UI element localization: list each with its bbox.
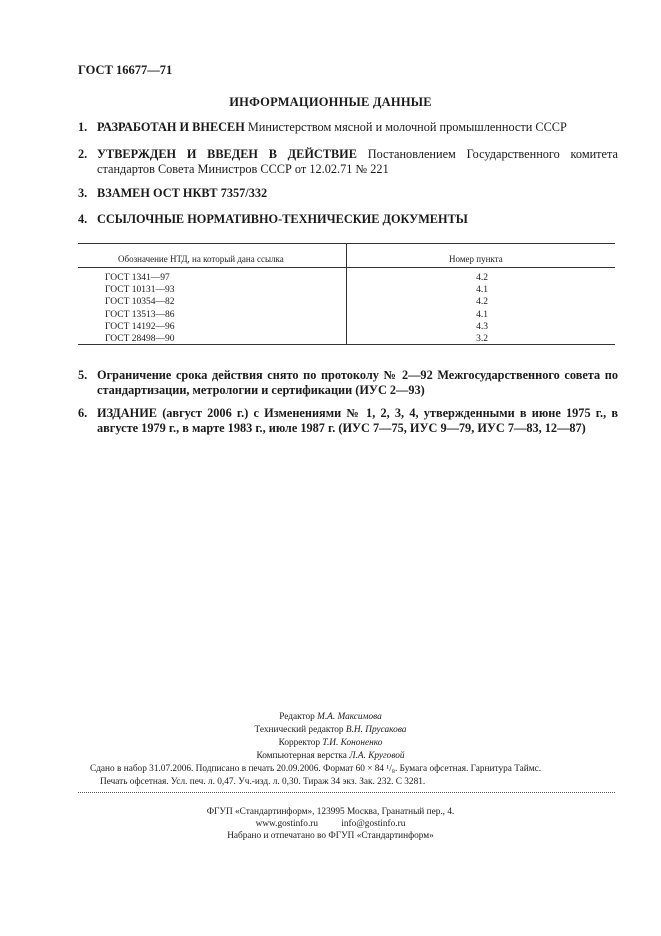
info-item-1 [78,120,618,135]
table-cell-clause: 4.2 [476,297,488,308]
item-text: Ограничение срока действия снято по протоколу № 2—92 Межгосударственного совета по стандартизации, метрологии и сертификации (ИУС 2—93) [97,368,618,397]
item-number: 6. [78,406,88,420]
publisher-web-email: www.gostinfo.ru info@gostinfo.ru [255,819,406,829]
item-text: (август 2006 г.) с Изменениями № 1, 2, 3, 4, утвержденными в июне 1975 г., в августе 1979 г., в марте 1983 г., июле 1987 г. (ИУС 7—75, ИУС 9—79, ИУС 7—83, 12—87) [97,406,618,435]
table-cell-document: ГОСТ 14192—96 [105,321,175,332]
credit-name: М.А. Максимова [317,712,382,722]
item-bold-text: ССЫЛОЧНЫЕ НОРМАТИВНО-ТЕХНИЧЕСКИЕ ДОКУМЕНТЫ [97,212,468,226]
imprint-line-2: Печать офсетная. Усл. печ. л. 0,47. Уч.-изд. л. 0,30. Тираж 34 экз. Зак. 232. С 3281. [100,777,426,787]
publisher-address: ФГУП «Стандартинформ», 123995 Москва, Гранатный пер., 4. [206,807,455,817]
table-cell-document: ГОСТ 1341—97 [105,273,170,283]
info-item-4 [78,212,618,227]
credit-role: Компьютерная верстка [256,751,347,761]
table-cell-clause: 3.2 [476,334,488,345]
item-bold-text: УТВЕРЖДЕН И ВВЕДЕН В ДЕЙСТВИЕ [97,147,357,161]
table-column-divider [346,244,347,344]
item-text: Постановлением Государственного комитета стандартов Совета Министров СССР от 12.02.71 № 221 [97,147,618,176]
item-number: 2. [78,147,88,161]
item-number: 4. [78,212,88,226]
table-header-clause: Номер пункта [449,254,503,264]
credit-role: Редактор [279,712,315,722]
table-cell-document: ГОСТ 10354—82 [105,297,175,308]
table-header-document: Обозначение НТД, на который дана ссылка [118,254,284,264]
item-number: 1. [78,120,88,134]
table-column-clauses [462,272,502,345]
table-cell-document: ГОСТ 10131—93 [105,285,175,296]
credit-editor [0,711,661,724]
info-item-6 [78,406,618,436]
imprint-line-1: Сдано в набор 31.07.2006. Подписано в печать 20.09.2006. Формат 60 × 84 ¹/₈. Бумага офсетная. Гарнитура Таймс. [90,764,542,774]
editorial-credits [0,711,661,763]
credit-technical-editor [0,724,661,737]
item-bold-text: РАЗРАБОТАН И ВНЕСЕН [97,120,245,134]
credit-role: Корректор [278,738,321,748]
table-cell-clause: 4.1 [476,309,488,320]
info-item-5 [78,368,618,398]
table-cell-document: ГОСТ 28498—90 [105,334,175,345]
info-item-2 [78,147,618,177]
section-heading: ИНФОРМАЦИОННЫЕ ДАННЫЕ [229,95,432,109]
document-code: ГОСТ 16677—71 [78,63,173,77]
credit-layout [0,750,661,763]
item-number: 5. [78,368,88,382]
info-item-3 [78,186,618,201]
credit-name: Л.А. Круговой [349,751,405,761]
table-column-documents [105,272,175,345]
credit-role: Технический редактор [254,725,344,735]
table-cell-clause: 4.2 [476,273,488,283]
credit-name: Т.И. Кононенко [322,738,383,748]
table-cell-clause: 4.1 [476,285,488,296]
item-bold-text: ВЗАМЕН ОСТ НКВТ 7357/332 [97,186,268,200]
printer-note: Набрано и отпечатано во ФГУП «Стандартинформ» [227,831,434,841]
table-cell-document: ГОСТ 13513—86 [105,309,175,320]
item-text: Министерством мясной и молочной промышленности СССР [244,120,567,134]
credit-name: В.Н. Прусакова [345,725,407,735]
credit-proofreader [0,737,661,750]
table-cell-clause: 4.3 [476,321,488,332]
item-number: 3. [78,186,88,200]
item-bold-text: ИЗДАНИЕ [97,406,157,420]
separator-dotted [78,792,615,793]
